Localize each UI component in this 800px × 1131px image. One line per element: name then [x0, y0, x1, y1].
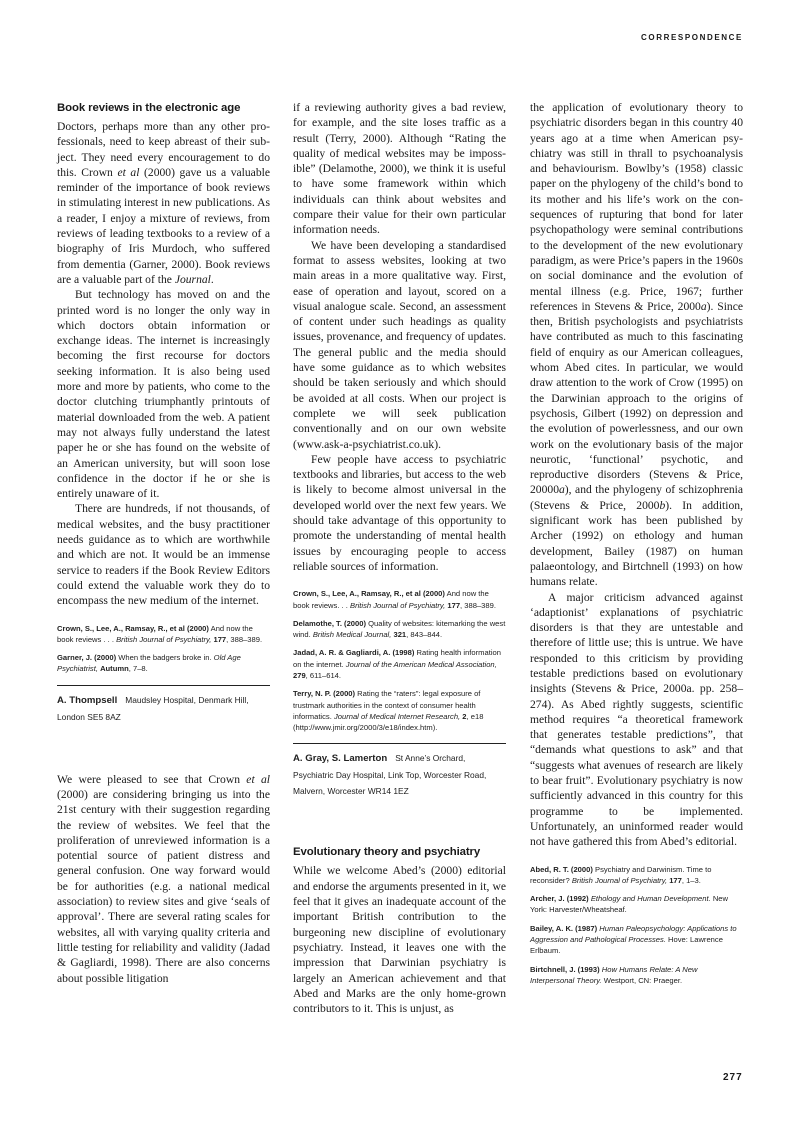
letter3-title: Evolutionary theory and psychiatry [293, 846, 481, 859]
reference: Crown, S., Lee, A., Ramsay, R., et al (2000) And now the book reviews. . . British Journal of Psychiatry, 177, 388–389. [293, 589, 496, 610]
reference: Delamothe, T. (2000) Quality of websites: kitemarking the west wind. British Medical Journal, 321, 843–844. [293, 618, 506, 640]
column-1 [57, 100, 270, 986]
letter1-body [57, 119, 270, 609]
author-address: Maudsley Hospital, Denmark Hill, London SE5 8AZ [57, 694, 249, 722]
letter1-paragraph-3: There are hundreds, if not thousands, of medical websites, and the busy practitioner needs guidance as to which are worthwhile and which are not. It would be an immense service to readers if the Book Review Editors could extend the valuable work they do to encompass the new medium of the internet. [57, 502, 270, 608]
reference: Jadad, A. R. & Gagliardi, A. (1998) Rating health information on the internet. Journal of the American Medical Association, 279, 611–614. [293, 648, 501, 680]
letter1-title: Book reviews in the electronic age [57, 102, 241, 114]
letter1-signature [57, 692, 270, 725]
reference: Crown, S., Lee, A., Ramsay, R., et al (2000) And now the book reviews . . . British Journal of Psychiatry, 177, 388–389. [57, 623, 263, 644]
reference: Garner, J. (2000) When the badgers broke in. Old Age Psychiatrist, Autumn, 7–8. [57, 653, 241, 674]
reference: Terry, N. P. (2000) Rating the “raters”: legal exposure of trustmark authorities in the context of consumer health informatics. Journal of Medical Internet Research, 2, e18 (http://www.jmir.org/2000/3/e18/index.htm). [293, 689, 484, 733]
letter1-paragraph-2: But technology has moved on and the printed word is no longer the only way in which doctors obtain information or exchange ideas. The internet is increasingly becoming the first recourse for doctors seeking information. It is also being used more and more by patients, who come to the doctor clutching triumphantly printouts of material downloaded from the web. A patient may not always fully understand the latest paper he or she has found on the website of an American university, but will soon lose confidence in the doctor if he or she is entirely unaware of it. [57, 288, 270, 501]
author-name: A. Thompsell [57, 694, 118, 706]
signature-divider [57, 685, 270, 686]
letter2-body-start [57, 772, 270, 986]
letter2-references [293, 588, 506, 733]
letter2-paragraph-1a: We were pleased to see that Crown et al (2000) are considering bringing us into the 21st century with their suggestion regarding the review of websites. We feel that the proliferation of unreviewed information is a potential source of patient distress and general confusion. One way forward would be for authorities (e.g. a national medical association) to review sites and give ‘seals of approval’. There are several rating scales for websites, all with varying quality criteria and little testing for reliability and validity (Jadad & Gagliardi, 1998). There are also concerns about possible litigation [57, 772, 270, 985]
running-head: CORRESPONDENCE [641, 33, 743, 42]
letter2-paragraph-3: Few people have access to psychiatric textbooks and libraries, but access to the web is likely to become almost universal in the developed world over the next few years. We should take advantage of this opportunity to promote the understanding of mental health issues by encouraging people to access reliable sources of information. [293, 452, 506, 573]
signature-divider [293, 743, 506, 744]
letter3-paragraph-1b: the application of evolutionary theory to psychiatric disorders began in this country 40 years ago at a time when American psychiatry was still in thrall to psychoanalysis and behaviourism. Bowlby’s (1958) classic paper on the phylogeny of the child’s bond to its mother and his life’s work on the consequences of rupturing that bond for later psychopathology were seminal contributions to the development of the new evolutionary paradigm, as were Price’s papers in the 1960s on social dominance and the evolution of mental illness (e.g. Price, 1967; further references in Stevens & Price, 2000a). Since then, British psychologists and psychiatrists have contributed as much to this fascinating field of enquiry as our American colleagues, whom Abed cites. In particular, we would draw attention to the work of Crow (1995) on the Darwinian approach to the origins of psychosis, Gilbert (1992) on depression and the evolution of powerlessness, and our own work on the evolutionary basis of the major neurotic, ‘functional’ psychotic, and reproductive disorders (Stevens & Price, 20000a), and the phylogeny of schizophrenia (Stevens & Price, 2000b). In addition, significant work has been published by Archer (1992) on ethology and human development, Bailey (1987) on human palaeontology, and Birtchnell (1993) on how humans relate. [530, 101, 743, 589]
letter3-body-start [293, 863, 506, 1016]
reference: Archer, J. (1992) Ethology and Human Development. New York: Harvester/Wheatsheaf. [530, 894, 729, 915]
letter1-references [57, 623, 270, 675]
letter2-signature [293, 750, 506, 799]
author-address: St Anne’s Orchard, Psychiatric Day Hospital, Link Top, Worcester Road, Malvern, Worcester WR14 1EZ [293, 753, 487, 797]
column-3 [530, 100, 743, 993]
letter3-paragraph-1a: While we welcome Abed’s (2000) editorial and endorse the arguments presented in it, we feel that it gives an inadequate account of the important British contribution to the burgeoning new discipline of evolutionary psychiatry. Instead, it leaves one with the impression that Darwinian psychiatry is largely an American achievement and that Abed and Marks are the only home-grown contributors to it. This is unjust, as [293, 864, 506, 1016]
page-number: 277 [723, 1072, 743, 1083]
letter3-paragraph-2: A major criticism advanced against ‘adaptionist’ explanations of psychiatric disorders is that they are untestable and therefore of little use; this is untrue. We have responded to this criticism by providing testable predictions based on evolutionary insights (Stevens & Price, 2000a. pp. 258–274). As Abed rightly suggests, scientific method requires “a theoretical framework that generates testable predictions”, that “demands what questions to ask” and that “suggests what avenues of research are likely to bear fruit”. Evolutionary psychiatry is now sufficiently advanced in this country for this programme to be implemented. Unfortunately, an uninformed reader would not have gathered this from Abed’s editorial. [530, 590, 743, 849]
column-2 [293, 100, 506, 1016]
letter2-paragraph-1b: if a reviewing authority gives a bad review, for example, and the site loses traffic as a result (Terry, 2000). Although “Rating the quality of medical websites may be impossible” (Delamothe, 2000), we think it is useful to have some framework within which individuals can think about websites and compare their value for their own particular information needs. [293, 101, 506, 237]
reference: Abed, R. T. (2000) Psychiatry and Darwinism. Time to reconsider? British Journal of Psychiatry, 177, 1–3. [530, 864, 712, 885]
letter2-paragraph-2: We have been developing a standardised format to assess websites, looking at two main areas in a more qualitative way. First, ease of operation and layout, scored on a visual analogue scale. Second, an assessment of content under such headings as quality issues, provenance, and frequency of updates. The general public and the media should have some guidance as to which websites should be taken seriously and which should be avoided at all costs. When our project is complete we will seek publication conventionally and on our own website (www.ask-a-psychiatrist.co.uk). [293, 238, 506, 451]
letter3-references [530, 864, 743, 987]
author-name: A. Gray, S. Lamerton [293, 753, 388, 765]
letter3-body-cont [530, 100, 743, 850]
reference: Birtchnell, J. (1993) How Humans Relate: A New Interpersonal Theory. Westport, CN: Praeger. [530, 964, 698, 985]
letter2-body-cont [293, 100, 506, 574]
letter1-paragraph-1: Doctors, perhaps more than any other professionals, need to keep abreast of their subject. They need every encouragement to do this. Crown et al (2000) gave us a valuable reminder of the importance of book reviews in stimulating interest in new publications. As a reader, I enjoy a mixture of reviews, from reviews of leading textbooks to a review of a biography of Iris Murdoch, who suffered from dementia (Garner, 2000). Book reviews are a valuable part of the Journal. [57, 120, 270, 286]
reference: Bailey, A. K. (1987) Human Paleopsychology: Applications to Aggression and Pathological Processes. Hove: Lawrence Erlbaum. [530, 923, 737, 956]
